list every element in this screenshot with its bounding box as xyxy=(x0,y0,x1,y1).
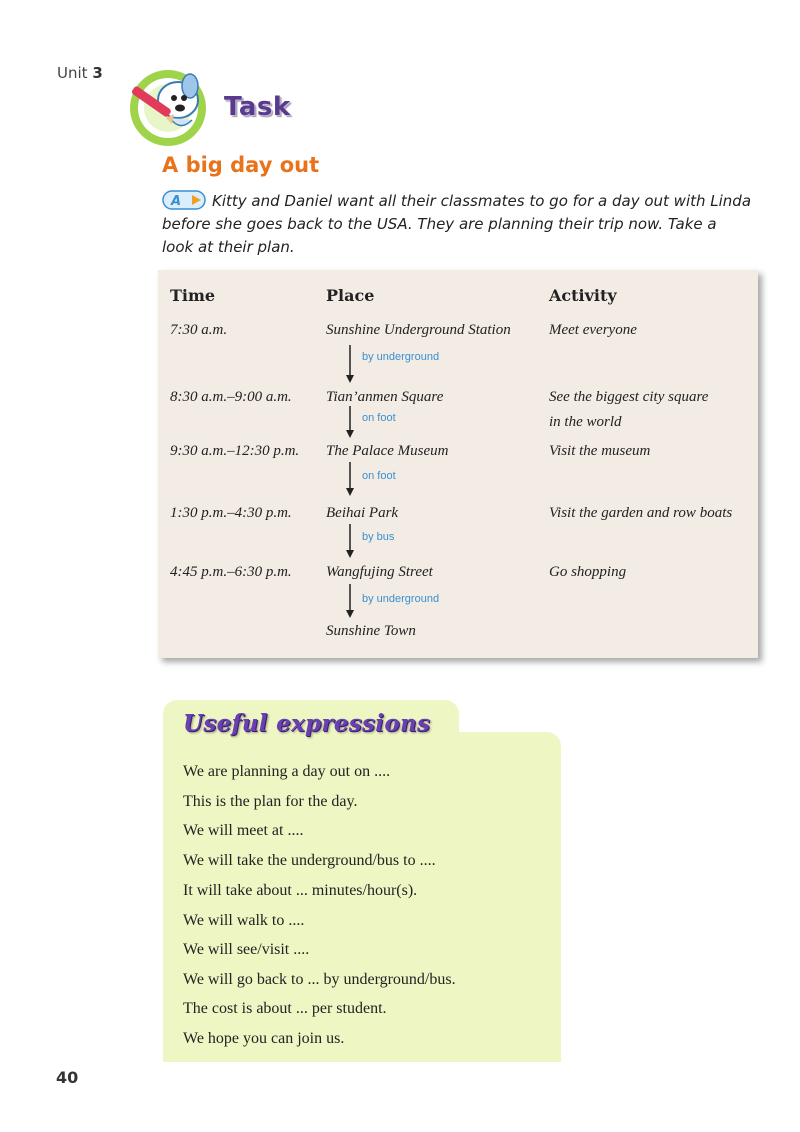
page-number: 40 xyxy=(56,1068,79,1087)
transport-label: by underground xyxy=(362,351,440,363)
expression-item: This is the plan for the day. xyxy=(183,793,358,810)
expression-item: The cost is about ... per student. xyxy=(183,1000,387,1017)
row-activity: Meet everyone xyxy=(549,322,637,338)
expression-item: We will walk to .... xyxy=(183,912,305,929)
col-header-activity: Activity xyxy=(549,286,617,305)
row-place: Sunshine Town xyxy=(326,623,416,639)
row-place: The Palace Museum xyxy=(326,443,449,459)
expression-item: It will take about ... minutes/hour(s). xyxy=(183,882,418,899)
day-plan-table xyxy=(158,270,758,658)
transport-label: by bus xyxy=(362,531,395,543)
unit-number: 3 xyxy=(92,64,103,82)
row-time: 9:30 a.m.–12:30 p.m. xyxy=(170,443,300,459)
row-time: 7:30 a.m. xyxy=(170,322,228,338)
down-arrow-icon xyxy=(344,462,356,498)
row-place: Beihai Park xyxy=(326,505,399,521)
task-heading: Task xyxy=(224,92,291,122)
intro-text: Kitty and Daniel want all their classmates to go for a day out with Linda before she goes back to the USA. They are planning their trip now. Take a look at their plan. xyxy=(162,192,752,256)
a-play-icon[interactable] xyxy=(162,190,206,210)
transport-label: on foot xyxy=(362,412,396,424)
unit-word: Unit xyxy=(57,64,88,82)
section-title: A big day out xyxy=(162,153,320,177)
down-arrow-icon xyxy=(344,406,356,440)
unit-label xyxy=(57,64,103,82)
expression-item: We will meet at .... xyxy=(183,822,304,839)
intro-paragraph xyxy=(162,190,752,259)
svg-text:A: A xyxy=(171,194,182,209)
row-place: Tian’anmen Square xyxy=(326,389,444,405)
row-time: 4:45 p.m.–6:30 p.m. xyxy=(170,564,292,580)
col-header-place: Place xyxy=(326,286,375,305)
row-activity: See the biggest city square xyxy=(549,389,709,405)
row-activity-cont: in the world xyxy=(549,414,622,430)
down-arrow-icon xyxy=(344,345,356,385)
useful-expressions-title: Useful expressions xyxy=(183,710,431,737)
transport-label: on foot xyxy=(362,470,396,482)
row-time: 8:30 a.m.–9:00 a.m. xyxy=(170,389,292,405)
row-activity: Visit the museum xyxy=(549,443,651,459)
expression-item: We hope you can join us. xyxy=(183,1030,345,1047)
expression-item: We are planning a day out on .... xyxy=(183,763,391,780)
task-mascot-icon xyxy=(120,60,220,150)
row-activity: Visit the garden and row boats xyxy=(549,505,733,521)
row-time: 1:30 p.m.–4:30 p.m. xyxy=(170,505,292,521)
down-arrow-icon xyxy=(344,584,356,620)
down-arrow-icon xyxy=(344,524,356,560)
expression-item: We will see/visit .... xyxy=(183,941,310,958)
row-activity: Go shopping xyxy=(549,564,627,580)
expression-item: We will take the underground/bus to .... xyxy=(183,852,436,869)
row-place: Sunshine Underground Station xyxy=(326,322,511,338)
col-header-time: Time xyxy=(170,286,216,305)
expression-item: We will go back to ... by underground/bus. xyxy=(183,971,456,988)
transport-label: by underground xyxy=(362,593,440,605)
row-place: Wangfujing Street xyxy=(326,564,433,580)
